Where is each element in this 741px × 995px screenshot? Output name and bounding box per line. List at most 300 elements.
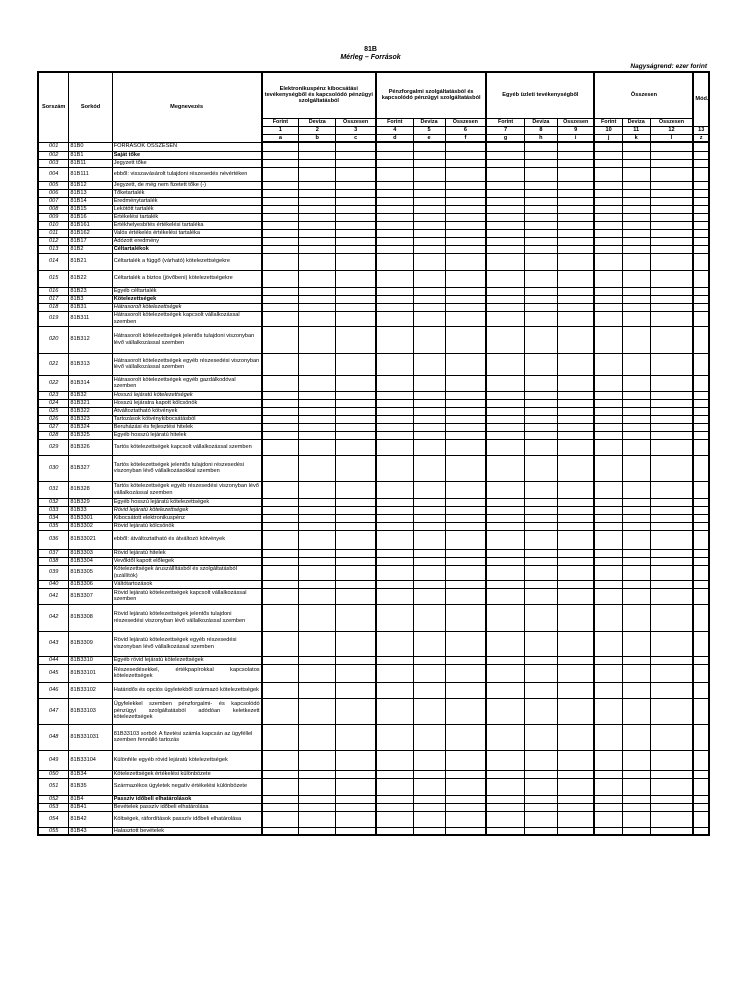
value-cell	[524, 698, 557, 724]
value-cell	[262, 827, 299, 835]
value-cell	[445, 549, 486, 557]
value-cell	[622, 407, 650, 415]
value-cell	[262, 415, 299, 423]
row-label: Értékelési tartalék	[112, 213, 261, 221]
row-label: Céltartalékok	[112, 245, 261, 253]
value-cell	[445, 588, 486, 604]
value-cell	[557, 549, 594, 557]
value-cell	[594, 253, 622, 270]
table-row	[38, 391, 709, 399]
value-cell	[336, 664, 376, 682]
value-cell	[693, 303, 709, 311]
subcol-header: Deviza	[524, 118, 557, 126]
value-cell	[413, 287, 445, 295]
value-cell	[524, 197, 557, 205]
table-row	[38, 604, 709, 631]
row-label: ebből: visszavásárolt tulajdoni részesedés névértéken	[112, 167, 261, 181]
value-cell	[445, 326, 486, 353]
value-cell	[376, 270, 413, 287]
table-row	[38, 407, 709, 415]
value-cell	[299, 295, 336, 303]
row-label: Valós értékelés értékelési tartaléka	[112, 229, 261, 237]
value-cell	[693, 506, 709, 514]
value-cell	[524, 439, 557, 455]
value-cell	[693, 770, 709, 778]
value-cell	[413, 481, 445, 498]
value-cell	[650, 827, 693, 835]
value-cell	[336, 827, 376, 835]
value-cell	[650, 682, 693, 698]
col-letter: e	[413, 134, 445, 142]
value-cell	[262, 656, 299, 664]
value-cell	[445, 197, 486, 205]
value-cell	[376, 253, 413, 270]
value-cell	[299, 391, 336, 399]
value-cell	[445, 205, 486, 213]
value-cell	[376, 506, 413, 514]
value-cell	[557, 142, 594, 151]
row-code: 81B12	[69, 181, 112, 189]
value-cell	[622, 159, 650, 167]
row-number: 039	[38, 565, 69, 580]
value-cell	[524, 557, 557, 565]
value-cell	[376, 580, 413, 588]
value-cell	[445, 213, 486, 221]
value-cell	[486, 724, 524, 750]
value-cell	[594, 245, 622, 253]
value-cell	[445, 151, 486, 159]
value-cell	[376, 811, 413, 827]
row-label: Átváltoztatható kötvények	[112, 407, 261, 415]
value-cell	[650, 455, 693, 481]
row-label: Kötelezettségek	[112, 295, 261, 303]
row-code: 81B328	[69, 481, 112, 498]
value-cell	[594, 303, 622, 311]
value-cell	[336, 391, 376, 399]
row-label: Rövid lejáratú kölcsönök	[112, 522, 261, 530]
value-cell	[299, 159, 336, 167]
row-label: Jegyzett, de még nem fizetett tőke (-)	[112, 181, 261, 189]
value-cell	[524, 415, 557, 423]
value-cell	[524, 724, 557, 750]
table-row	[38, 326, 709, 353]
value-cell	[262, 237, 299, 245]
value-cell	[486, 197, 524, 205]
value-cell	[486, 181, 524, 189]
value-cell	[594, 295, 622, 303]
value-cell	[594, 391, 622, 399]
row-number: 030	[38, 455, 69, 481]
value-cell	[524, 514, 557, 522]
value-cell	[557, 522, 594, 530]
subcol-header: Forint	[594, 118, 622, 126]
value-cell	[299, 205, 336, 213]
value-cell	[622, 353, 650, 375]
row-number: 009	[38, 213, 69, 221]
value-cell	[262, 181, 299, 189]
value-cell	[376, 498, 413, 506]
value-cell	[376, 189, 413, 197]
value-cell	[262, 253, 299, 270]
value-cell	[413, 604, 445, 631]
value-cell	[336, 631, 376, 656]
row-code: 81B23	[69, 287, 112, 295]
value-cell	[413, 237, 445, 245]
value-cell	[524, 229, 557, 237]
value-cell	[622, 795, 650, 803]
value-cell	[299, 423, 336, 431]
value-cell	[262, 197, 299, 205]
value-cell	[622, 481, 650, 498]
value-cell	[445, 522, 486, 530]
value-cell	[594, 237, 622, 245]
value-cell	[650, 326, 693, 353]
value-cell	[413, 189, 445, 197]
value-cell	[622, 498, 650, 506]
value-cell	[693, 197, 709, 205]
row-label: Beruházási és fejlesztési hitelek	[112, 423, 261, 431]
value-cell	[650, 303, 693, 311]
table-row	[38, 151, 709, 159]
value-cell	[413, 778, 445, 795]
row-number: 011	[38, 229, 69, 237]
row-number: 054	[38, 811, 69, 827]
value-cell	[336, 656, 376, 664]
value-cell	[262, 549, 299, 557]
value-cell	[445, 631, 486, 656]
value-cell	[336, 229, 376, 237]
value-cell	[557, 303, 594, 311]
value-cell	[336, 455, 376, 481]
value-cell	[524, 795, 557, 803]
value-cell	[262, 245, 299, 253]
value-cell	[376, 549, 413, 557]
value-cell	[557, 159, 594, 167]
value-cell	[594, 159, 622, 167]
value-cell	[413, 498, 445, 506]
col-number: 2	[299, 126, 336, 134]
value-cell	[376, 326, 413, 353]
table-row	[38, 353, 709, 375]
row-number: 028	[38, 431, 69, 439]
value-cell	[445, 253, 486, 270]
value-cell	[262, 557, 299, 565]
value-cell	[445, 423, 486, 431]
value-cell	[486, 407, 524, 415]
value-cell	[594, 287, 622, 295]
row-code: 81B22	[69, 270, 112, 287]
table-row	[38, 698, 709, 724]
value-cell	[557, 580, 594, 588]
value-cell	[622, 580, 650, 588]
row-number: 023	[38, 391, 69, 399]
value-cell	[336, 439, 376, 455]
value-cell	[622, 303, 650, 311]
value-cell	[693, 205, 709, 213]
value-cell	[336, 287, 376, 295]
value-cell	[486, 549, 524, 557]
value-cell	[693, 664, 709, 682]
value-cell	[336, 221, 376, 229]
table-row	[38, 803, 709, 811]
row-code: 81B322	[69, 407, 112, 415]
row-code: 81B21	[69, 253, 112, 270]
table-row	[38, 522, 709, 530]
value-cell	[413, 522, 445, 530]
value-cell	[413, 326, 445, 353]
table-header	[38, 72, 709, 142]
row-number: 007	[38, 197, 69, 205]
value-cell	[557, 514, 594, 522]
form-subtitle: Mérleg – Források	[340, 54, 401, 61]
value-cell	[650, 229, 693, 237]
row-number: 004	[38, 167, 69, 181]
value-cell	[299, 189, 336, 197]
col-number: 4	[376, 126, 413, 134]
value-cell	[336, 253, 376, 270]
value-cell	[299, 245, 336, 253]
value-cell	[376, 439, 413, 455]
value-cell	[376, 431, 413, 439]
value-cell	[413, 530, 445, 549]
row-label: Tartós kötelezettségek jelentős tulajdoni részesedési viszonyban lévő vállalkozásokkal szemben	[112, 455, 261, 481]
value-cell	[650, 631, 693, 656]
value-cell	[557, 530, 594, 549]
value-cell	[650, 399, 693, 407]
value-cell	[557, 778, 594, 795]
row-code: 81B4	[69, 795, 112, 803]
value-cell	[413, 724, 445, 750]
value-cell	[336, 375, 376, 391]
row-code: 81B311	[69, 311, 112, 326]
value-cell	[413, 205, 445, 213]
value-cell	[413, 221, 445, 229]
row-label: Hátrasorolt kötelezettségek egyéb részesedési viszonyban lévő vállalkozással szemben	[112, 353, 261, 375]
value-cell	[445, 530, 486, 549]
value-cell	[299, 698, 336, 724]
value-cell	[299, 827, 336, 835]
table-row	[38, 399, 709, 407]
table-row	[38, 795, 709, 803]
value-cell	[524, 326, 557, 353]
value-cell	[693, 167, 709, 181]
value-cell	[376, 181, 413, 189]
table-row	[38, 498, 709, 506]
subcol-header: Deviza	[299, 118, 336, 126]
row-label: Rövid lejáratú kötelezettségek jelentős tulajdoni részesedési viszonyban lévő vállalkozással szemben	[112, 604, 261, 631]
row-code: 81B2	[69, 245, 112, 253]
col-mod: Mód.	[693, 72, 709, 126]
value-cell	[622, 167, 650, 181]
row-label: Lekötött tartalék	[112, 205, 261, 213]
col-number: 3	[336, 126, 376, 134]
value-cell	[413, 455, 445, 481]
row-label: Tartós kötelezettségek kapcsolt vállalkozással szemben	[112, 439, 261, 455]
value-cell	[650, 811, 693, 827]
col-letter: f	[445, 134, 486, 142]
value-cell	[693, 439, 709, 455]
value-cell	[622, 565, 650, 580]
value-cell	[650, 514, 693, 522]
value-cell	[557, 221, 594, 229]
value-cell	[693, 580, 709, 588]
row-code: 81B1	[69, 151, 112, 159]
value-cell	[524, 295, 557, 303]
row-number: 052	[38, 795, 69, 803]
value-cell	[262, 326, 299, 353]
row-code: 81B15	[69, 205, 112, 213]
value-cell	[486, 455, 524, 481]
value-cell	[336, 795, 376, 803]
value-cell	[650, 189, 693, 197]
value-cell	[594, 795, 622, 803]
value-cell	[557, 151, 594, 159]
value-cell	[336, 604, 376, 631]
value-cell	[262, 399, 299, 407]
value-cell	[336, 415, 376, 423]
value-cell	[693, 724, 709, 750]
value-cell	[622, 588, 650, 604]
table-row	[38, 311, 709, 326]
value-cell	[445, 604, 486, 631]
value-cell	[262, 498, 299, 506]
value-cell	[445, 481, 486, 498]
unit-label: Nagyságrend: ezer forint	[630, 63, 707, 70]
value-cell	[445, 455, 486, 481]
table-row	[38, 439, 709, 455]
value-cell	[524, 221, 557, 229]
value-cell	[594, 229, 622, 237]
value-cell	[650, 604, 693, 631]
row-label: Kibocsátott elektronikuspénz	[112, 514, 261, 522]
value-cell	[376, 423, 413, 431]
row-label: Egyéb céltartalék	[112, 287, 261, 295]
value-cell	[622, 205, 650, 213]
value-cell	[336, 750, 376, 770]
value-cell	[262, 506, 299, 514]
value-cell	[594, 197, 622, 205]
value-cell	[524, 631, 557, 656]
value-cell	[486, 253, 524, 270]
value-cell	[445, 439, 486, 455]
col-letter: a	[262, 134, 299, 142]
value-cell	[376, 205, 413, 213]
value-cell	[486, 423, 524, 431]
value-cell	[445, 724, 486, 750]
value-cell	[445, 375, 486, 391]
row-label: Hátrasorolt kötelezettségek jelentős tulajdoni viszonyban lévő vállalkozással szemben	[112, 326, 261, 353]
row-number: 050	[38, 770, 69, 778]
value-cell	[650, 353, 693, 375]
value-cell	[336, 197, 376, 205]
value-cell	[445, 580, 486, 588]
value-cell	[486, 811, 524, 827]
value-cell	[622, 391, 650, 399]
row-number: 035	[38, 522, 69, 530]
value-cell	[336, 353, 376, 375]
row-number: 034	[38, 514, 69, 522]
value-cell	[557, 811, 594, 827]
value-cell	[445, 303, 486, 311]
value-cell	[262, 588, 299, 604]
value-cell	[299, 514, 336, 522]
value-cell	[299, 795, 336, 803]
value-cell	[594, 151, 622, 159]
value-cell	[299, 213, 336, 221]
value-cell	[376, 750, 413, 770]
value-cell	[557, 287, 594, 295]
value-cell	[650, 245, 693, 253]
value-cell	[376, 631, 413, 656]
value-cell	[376, 514, 413, 522]
value-cell	[445, 803, 486, 811]
table-row	[38, 514, 709, 522]
value-cell	[557, 631, 594, 656]
value-cell	[376, 287, 413, 295]
row-code: 81B323	[69, 415, 112, 423]
table-row	[38, 724, 709, 750]
value-cell	[486, 159, 524, 167]
row-label: Részesedésekkel, értékpapírokkal kapcsolatos kötelezettségek	[112, 664, 261, 682]
value-cell	[557, 588, 594, 604]
value-cell	[650, 522, 693, 530]
value-cell	[413, 151, 445, 159]
value-cell	[299, 778, 336, 795]
value-cell	[524, 431, 557, 439]
value-cell	[486, 580, 524, 588]
table-row	[38, 682, 709, 698]
col-letter: b	[299, 134, 336, 142]
table-row	[38, 142, 709, 151]
row-number: 046	[38, 682, 69, 698]
value-cell	[262, 455, 299, 481]
value-cell	[524, 399, 557, 407]
value-cell	[445, 189, 486, 197]
value-cell	[336, 698, 376, 724]
value-cell	[650, 656, 693, 664]
value-cell	[336, 181, 376, 189]
row-label: Céltartalék a biztos (jövőbeni) kötelezettségekre	[112, 270, 261, 287]
value-cell	[413, 229, 445, 237]
subcol-header: Forint	[262, 118, 299, 126]
value-cell	[693, 557, 709, 565]
value-cell	[486, 803, 524, 811]
value-cell	[693, 407, 709, 415]
table-row	[38, 664, 709, 682]
value-cell	[650, 557, 693, 565]
value-cell	[376, 557, 413, 565]
value-cell	[336, 522, 376, 530]
value-cell	[376, 522, 413, 530]
value-cell	[336, 326, 376, 353]
row-code: 81B3301	[69, 514, 112, 522]
value-cell	[557, 399, 594, 407]
value-cell	[486, 303, 524, 311]
value-cell	[650, 237, 693, 245]
table-row	[38, 197, 709, 205]
row-label: Halasztott bevételek	[112, 827, 261, 835]
value-cell	[336, 245, 376, 253]
value-cell	[299, 375, 336, 391]
value-cell	[413, 270, 445, 287]
value-cell	[594, 423, 622, 431]
row-code: 81B33	[69, 506, 112, 514]
value-cell	[557, 770, 594, 778]
value-cell	[413, 514, 445, 522]
row-label: Kötelezettségek áruszállításból és szolgáltatásból (szállítók)	[112, 565, 261, 580]
value-cell	[486, 167, 524, 181]
value-cell	[299, 580, 336, 588]
